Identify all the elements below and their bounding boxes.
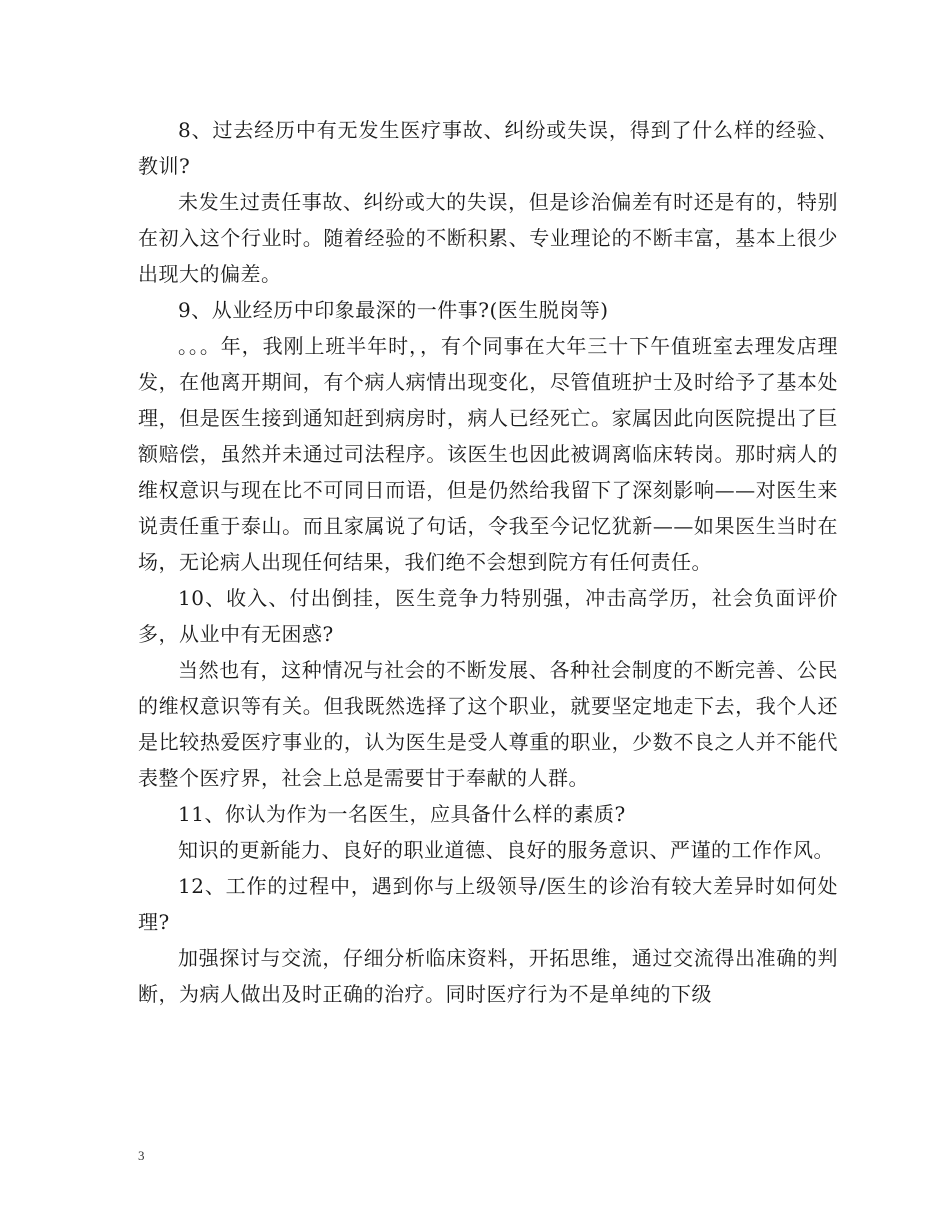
document-body bbox=[138, 112, 838, 1012]
answer-12: 加强探讨与交流，仔细分析临床资料，开拓思维，通过交流得出准确的判断，为病人做出及时正确的治疗。同时医疗行为不是单纯的下级 bbox=[138, 946, 838, 1006]
answer-11: 知识的更新能力、良好的职业道德、良好的服务意识、严谨的工作作风。 bbox=[178, 838, 834, 862]
question-8: 8、过去经历中有无发生医疗事故、纠纷或失误，得到了什么样的经验、教训? bbox=[138, 118, 838, 178]
question-9: 9、从业经历中印象最深的一件事?(医生脱岗等) bbox=[178, 298, 609, 322]
page-number: 3 bbox=[138, 1148, 145, 1163]
answer-8: 未发生过责任事故、纠纷或大的失误，但是诊治偏差有时还是有的，特别在初入这个行业时。随着经验的不断积累、专业理论的不断丰富，基本上很少出现大的偏差。 bbox=[138, 190, 838, 286]
question-12: 12、工作的过程中，遇到你与上级领导/医生的诊治有较大差异时如何处理? bbox=[138, 874, 838, 934]
answer-10: 当然也有，这种情况与社会的不断发展、各种社会制度的不断完善、公民的维权意识等有关。但我既然选择了这个职业，就要坚定地走下去，我个人还是比较热爱医疗事业的，认为医生是受人尊重的职业，少数不良之人并不能代表整个医疗界，社会上总是需要甘于奉献的人群。 bbox=[138, 658, 838, 790]
answer-9: 。。。年，我刚上班半年时，，有个同事在大年三十下午值班室去理发店理发，在他离开期间，有个病人病情出现变化，尽管值班护士及时给予了基本处理，但是医生接到通知赶到病房时，病人已经死亡。家属因此向医院提出了巨额赔偿，虽然并未通过司法程序。该医生也因此被调离临床转岗。那时病人的维权意识与现在比不可同日而语，但是仍然给我留下了深刻影响——对医生来说责任重于泰山。而且家属说了句话，令我至今记忆犹新——如果医生当时在场，无论病人出现任何结果，我们绝不会想到院方有任何责任。 bbox=[138, 334, 838, 574]
question-11: 11、你认为作为一名医生，应具备什么样的素质? bbox=[178, 802, 626, 826]
question-10: 10、收入、付出倒挂，医生竞争力特别强，冲击高学历，社会负面评价多，从业中有无困惑? bbox=[138, 586, 838, 646]
